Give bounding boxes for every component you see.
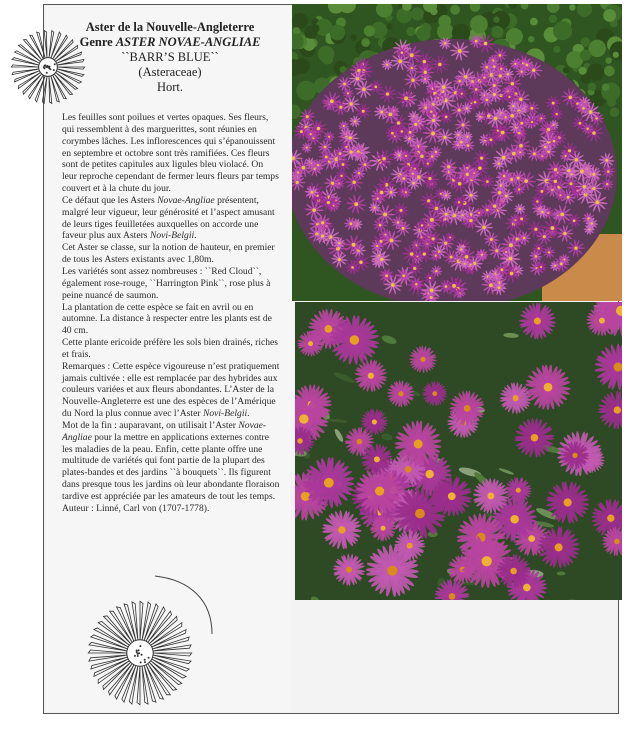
text-run: . bbox=[247, 408, 250, 420]
title-block bbox=[50, 20, 290, 95]
family-name: (Asteraceae) bbox=[138, 65, 202, 79]
decorative-curve bbox=[150, 570, 220, 645]
paragraph-final-word bbox=[62, 420, 280, 503]
description-text bbox=[62, 112, 280, 515]
paragraph-remarks bbox=[62, 361, 280, 420]
paragraph-varieties: Les variétés sont assez nombreuses : ``Red Cloud``, également rose-rouge, ``Harrington Pink``, rose plus à peine nuancé de saumon. bbox=[62, 265, 271, 301]
text-run: Ce défaut que les Asters bbox=[62, 194, 158, 206]
paragraph-author: Auteur : Linné, Carl von (1707-1778). bbox=[62, 502, 210, 514]
italic-species: Novi-Belgii bbox=[149, 230, 195, 242]
genus-name: ASTER NOVAE-ANGLIAE bbox=[115, 35, 261, 49]
text-run: Remarques : Cette espèce vigoureuse n’est pratiquement jamais cultivée : elle est remplacée par des hybrides aux couleurs variées et aux fleurs abondantes. L’Aster de la Nouvelle-Angleterre est une des espèces de l’Amérique du Nord la plus connue avec l’Aster bbox=[62, 360, 280, 420]
text-run: présentent, malgré leur vigueur, leur générosité et l’aspect amusant de leurs tiges feuilletées auxquelles on accorde une faveur plus aux Asters bbox=[62, 194, 275, 242]
common-name-title: Aster de la Nouvelle-Angleterre bbox=[85, 20, 255, 34]
paragraph-planting: La plantation de cette espèce se fait en avril ou en automne. La distance à respecter entre les plants est de 40 cm. bbox=[62, 301, 272, 337]
paragraph-soil: Cette plante ericoide préfère les sols bien drainés, riches et frais. bbox=[62, 337, 279, 360]
aster-shrub-photo bbox=[292, 4, 622, 301]
italic-species: Novi-Belgii bbox=[202, 408, 248, 420]
aster-closeup-photo bbox=[295, 302, 622, 600]
text-run: pour la mettre en applications externes contre les maladies de la peau. Enfin, cette plante offre une multitude de variétés qui font partie de la plupart des plates-bandes et des jardins ``à bouquets``. Ils figurent dans presque tous les jardins où leur abondante floraison tardive est appréciée par les amateurs de tout les temps. bbox=[62, 431, 280, 502]
text-run: Mot de la fin : auparavant, on utilisait l’Aster bbox=[62, 419, 239, 431]
paragraph-description: Les feuilles sont poilues et vertes opaques. Ses fleurs, qui ressemblent à des marguerittes, sont réunies en corymbes lâches. Les inflorescences qui s’épanouissent en septembre et octobre sont très ramifiées. Ces fleurs sont de petites capitules aux ligules bleu violacé. On leur reproche cependant de fermer leurs fleurs par temps couvert et à la chute du jour. bbox=[62, 112, 279, 195]
paragraph-defect bbox=[62, 195, 280, 242]
cultivation-type: Hort. bbox=[156, 80, 184, 94]
text-run: . bbox=[194, 230, 197, 242]
paragraph-height: Cet Aster se classe, sur la notion de hauteur, en premier de tous les Asters existants avec 1,80m. bbox=[62, 242, 275, 266]
cultivar-name: ``BARR’S BLUE`` bbox=[121, 50, 219, 64]
italic-species: Novae-Angliae bbox=[157, 194, 215, 206]
genus-prefix: Genre bbox=[79, 35, 116, 49]
italic-species: Novae-Angliae bbox=[62, 419, 267, 443]
genus-line bbox=[50, 35, 290, 50]
